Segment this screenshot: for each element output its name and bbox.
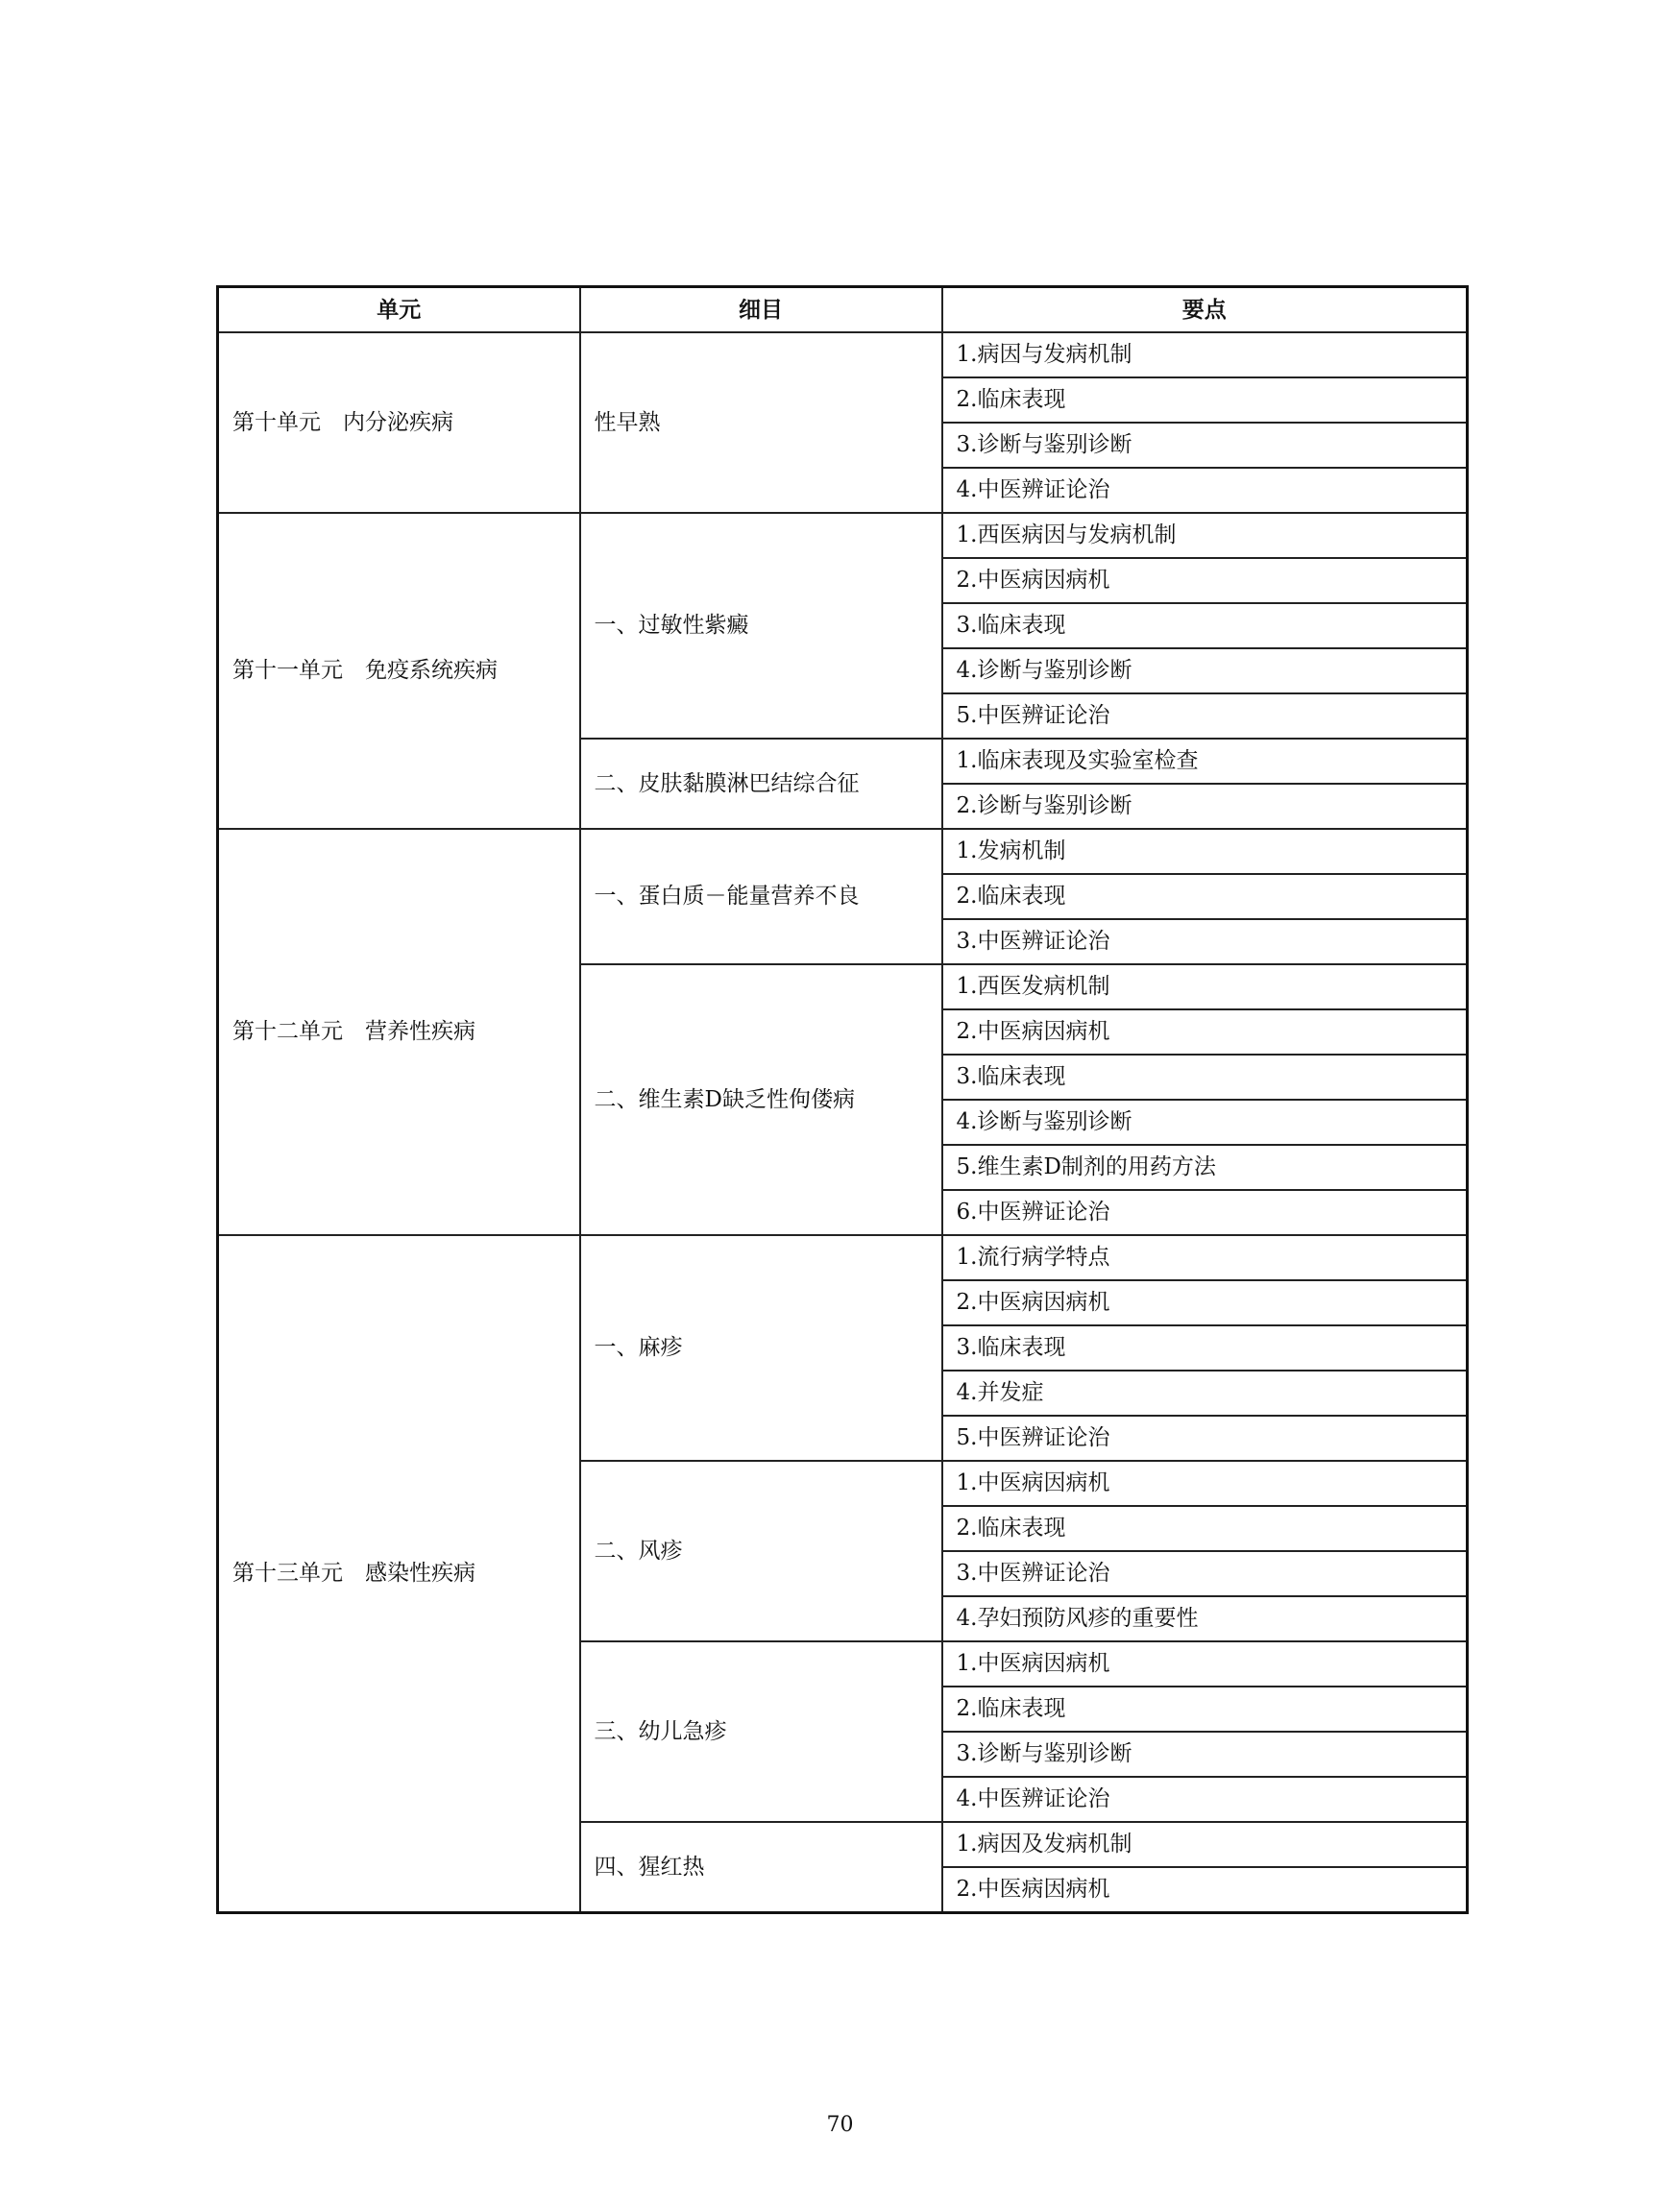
point-cell: 3.中医辨证论治	[942, 919, 1468, 964]
header-row	[218, 287, 1468, 333]
table-row	[218, 332, 1468, 377]
point-cell: 1.中医病因病机	[942, 1461, 1468, 1506]
point-cell: 2.中医病因病机	[942, 1280, 1468, 1325]
point-cell: 1.流行病学特点	[942, 1235, 1468, 1280]
header-unit: 单元	[218, 287, 580, 333]
point-cell: 2.中医病因病机	[942, 1867, 1468, 1913]
item-cell: 三、幼儿急疹	[580, 1641, 942, 1822]
header-point: 要点	[942, 287, 1468, 333]
item-cell: 二、皮肤黏膜淋巴结综合征	[580, 739, 942, 829]
point-cell: 3.诊断与鉴别诊断	[942, 1732, 1468, 1777]
point-cell: 6.中医辨证论治	[942, 1190, 1468, 1235]
point-cell: 1.西医发病机制	[942, 964, 1468, 1009]
point-cell: 3.临床表现	[942, 603, 1468, 648]
page-number: 70	[826, 2113, 854, 2137]
point-cell: 1.发病机制	[942, 829, 1468, 874]
unit-cell: 第十二单元 营养性疾病	[218, 829, 580, 1235]
point-cell: 5.中医辨证论治	[942, 693, 1468, 739]
item-cell: 一、麻疹	[580, 1235, 942, 1461]
point-cell: 1.中医病因病机	[942, 1641, 1468, 1687]
point-cell: 2.临床表现	[942, 1687, 1468, 1732]
point-cell: 3.临床表现	[942, 1325, 1468, 1371]
point-cell: 5.中医辨证论治	[942, 1416, 1468, 1461]
item-cell: 一、过敏性紫癜	[580, 513, 942, 739]
syllabus-body	[218, 332, 1468, 1913]
point-cell: 4.孕妇预防风疹的重要性	[942, 1596, 1468, 1641]
point-cell: 4.诊断与鉴别诊断	[942, 1100, 1468, 1145]
table-row	[218, 1235, 1468, 1280]
point-cell: 4.中医辨证论治	[942, 468, 1468, 513]
item-cell: 四、猩红热	[580, 1822, 942, 1913]
point-cell: 2.诊断与鉴别诊断	[942, 784, 1468, 829]
point-cell: 1.病因与发病机制	[942, 332, 1468, 377]
item-cell: 二、风疹	[580, 1461, 942, 1641]
point-cell: 1.西医病因与发病机制	[942, 513, 1468, 558]
point-cell: 3.临床表现	[942, 1055, 1468, 1100]
point-cell: 3.诊断与鉴别诊断	[942, 423, 1468, 468]
point-cell: 1.临床表现及实验室检查	[942, 739, 1468, 784]
item-cell: 一、蛋白质－能量营养不良	[580, 829, 942, 964]
point-cell: 2.临床表现	[942, 377, 1468, 423]
table-row	[218, 829, 1468, 874]
unit-cell: 第十三单元 感染性疾病	[218, 1235, 580, 1913]
point-cell: 2.中医病因病机	[942, 1009, 1468, 1055]
syllabus-table	[216, 285, 1469, 1914]
point-cell: 3.中医辨证论治	[942, 1551, 1468, 1596]
point-cell: 5.维生素D制剂的用药方法	[942, 1145, 1468, 1190]
point-cell: 4.中医辨证论治	[942, 1777, 1468, 1822]
unit-cell: 第十一单元 免疫系统疾病	[218, 513, 580, 829]
point-cell: 2.临床表现	[942, 1506, 1468, 1551]
point-cell: 2.中医病因病机	[942, 558, 1468, 603]
unit-cell: 第十单元 内分泌疾病	[218, 332, 580, 513]
point-cell: 1.病因及发病机制	[942, 1822, 1468, 1867]
item-cell: 性早熟	[580, 332, 942, 513]
item-cell: 二、维生素D缺乏性佝偻病	[580, 964, 942, 1235]
table-row	[218, 513, 1468, 558]
point-cell: 4.并发症	[942, 1371, 1468, 1416]
point-cell: 4.诊断与鉴别诊断	[942, 648, 1468, 693]
point-cell: 2.临床表现	[942, 874, 1468, 919]
header-item: 细目	[580, 287, 942, 333]
